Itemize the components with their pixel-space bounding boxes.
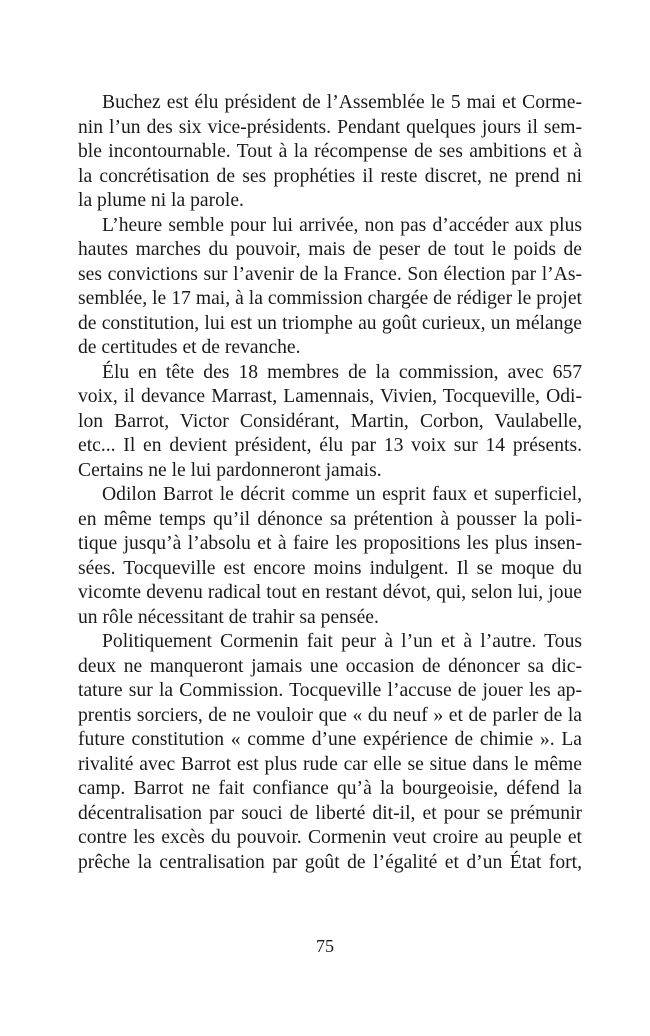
paragraph (78, 630, 582, 875)
page-number: 75 (316, 936, 334, 956)
text-line: camp. Barrot ne fait confiance qu’à la bourgeoisie, défend la (78, 778, 582, 799)
text-line: prêche la centralisation par goût de l’égalité et d’un État fort, (78, 851, 582, 873)
text-line: ses convictions sur l’avenir de la France. Son élection par l’As- (78, 263, 582, 285)
text-line: Élu en tête des 18 membres de la commission, avec 657 (102, 361, 582, 383)
text-line: Certains ne le lui pardonneront jamais. (78, 459, 382, 481)
text-line: sées. Tocqueville est encore moins indulgent. Il se moque du (78, 557, 582, 579)
paragraph (78, 214, 582, 361)
text-line: tature sur la Commission. Tocqueville l’accuse de jouer les ap- (78, 680, 582, 701)
text-line: tique jusqu’à l’absolu et à faire les propositions les plus insen- (78, 533, 582, 554)
text-line: de certitudes et de revanche. (78, 337, 301, 358)
text-line: rivalité avec Barrot est plus rude car elle se situe dans le même (78, 753, 582, 775)
text-line: L’heure semble pour lui arrivée, non pas d’accéder aux plus (102, 214, 582, 236)
text-line: en même temps qu’il dénonce sa prétention à pousser la poli- (78, 508, 582, 530)
text-line: hautes marches du pouvoir, mais de peser de tout le poids de (78, 239, 582, 260)
text-line: Politiquement Cormenin fait peur à l’un et à l’autre. Tous (102, 631, 582, 652)
text-line: la plume ni la parole. (78, 190, 244, 211)
text-line: etc... Il en devient président, élu par 13 voix sur 14 présents. (78, 435, 582, 456)
text-line: prentis sorciers, de ne vouloir que « du neuf » et de parler de la (78, 704, 582, 726)
text-line: contre les excès du pouvoir. Cormenin veut croire au peuple et (78, 827, 582, 848)
text-line: future constitution « comme d’une expérience de chimie ». La (78, 729, 582, 750)
text-line: voix, il devance Marrast, Lamennais, Vivien, Tocqueville, Odi- (78, 386, 582, 407)
text-line: vicomte devenu radical tout en restant dévot, qui, selon lui, joue (78, 582, 582, 603)
text-line: la concrétisation de ses prophéties il reste discret, ne prend ni (78, 165, 582, 187)
paragraph (78, 361, 582, 484)
text-line: ble incontournable. Tout à la récompense de ses ambitions et à (78, 141, 582, 162)
body-text (78, 91, 582, 875)
text-line: semblée, le 17 mai, à la commission chargée de rédiger le projet (78, 288, 582, 309)
text-line: deux ne manqueront jamais une occasion de dénoncer sa dic- (78, 655, 582, 677)
paragraph (78, 91, 582, 214)
text-line: décentralisation par souci de liberté dit-il, et pour se prémunir (78, 802, 582, 824)
text-line: lon Barrot, Victor Considérant, Martin, Corbon, Vaulabelle, (78, 410, 582, 432)
text-line: nin l’un des six vice-présidents. Pendant quelques jours il sem- (78, 116, 582, 138)
text-line: Odilon Barrot le décrit comme un esprit faux et superficiel, (102, 484, 582, 505)
paragraph (78, 483, 582, 630)
text-line: un rôle nécessitant de trahir sa pensée. (78, 606, 379, 628)
text-line: de constitution, lui est un triomphe au goût curieux, un mélange (78, 312, 582, 334)
text-line: Buchez est élu président de l’Assemblée le 5 mai et Corme- (102, 92, 582, 113)
